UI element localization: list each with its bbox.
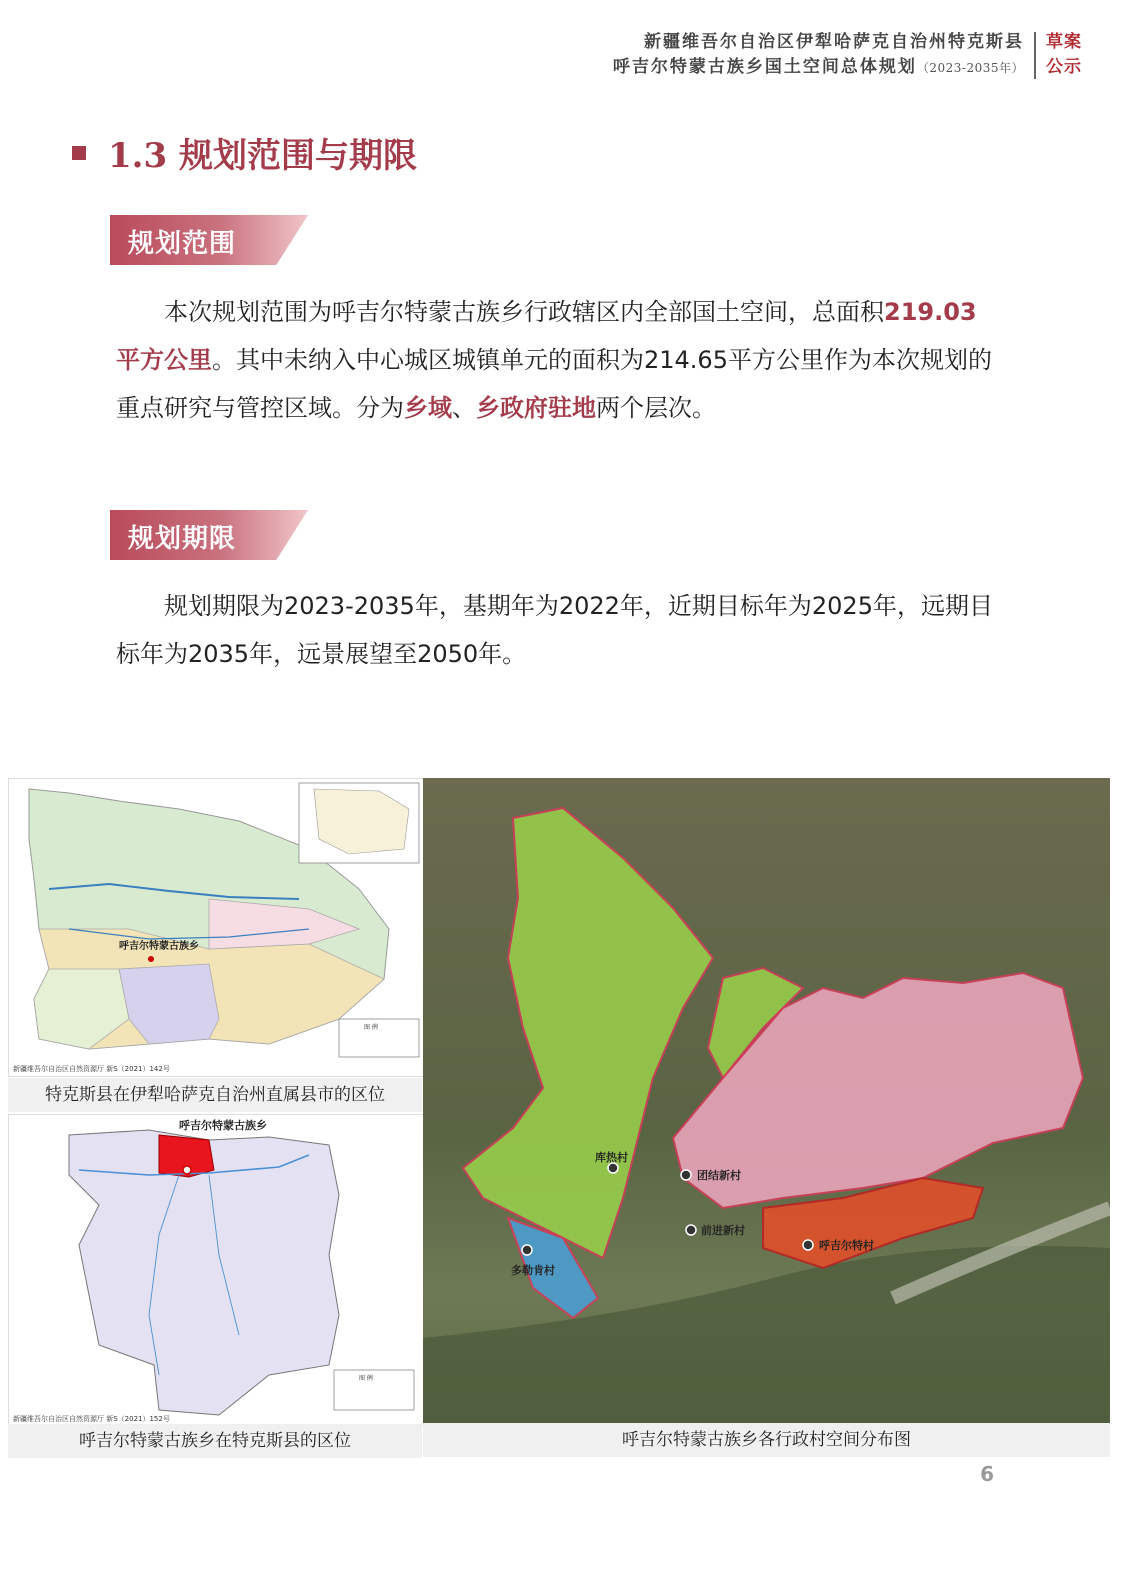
period-paragraph	[116, 582, 996, 678]
page-number: 6	[980, 1462, 994, 1486]
county-map-note: 新疆维吾尔自治区自然资源厅 新S（2021）142号	[13, 1065, 170, 1073]
scope-area: 219.03平方公里	[116, 298, 977, 374]
header-line2: 呼吉尔特蒙古族乡国土空间总体规划	[612, 57, 917, 77]
scope-text-1: 本次规划范围为呼吉尔特蒙古族乡行政辖区内全部国土空间，总面积	[164, 298, 884, 326]
period-tag	[110, 510, 308, 560]
page-header	[613, 30, 1082, 81]
village-label-qianjin: 前进新村	[701, 1224, 745, 1237]
village-map-graphic	[423, 778, 1110, 1423]
header-line1: 新疆维吾尔自治区伊犁哈萨克自治州特克斯县	[644, 32, 1024, 52]
badge-top: 草案	[1046, 32, 1082, 52]
header-period: （2023-2035年）	[916, 61, 1024, 75]
county-map-graphic	[9, 779, 423, 1076]
village-label-kure: 库热村	[595, 1151, 628, 1164]
village-label-duoleken: 多勒肯村	[511, 1264, 555, 1277]
village-distribution-map	[423, 778, 1110, 1423]
map-township-location	[8, 1114, 424, 1426]
scope-sep: 、	[452, 394, 476, 422]
village-point-kure	[608, 1163, 618, 1173]
left-map-panel	[8, 778, 422, 1456]
section-title	[72, 128, 417, 177]
draft-badge	[1046, 30, 1082, 81]
map-county-location	[8, 778, 424, 1077]
village-map-caption: 呼吉尔特蒙古族乡各行政村空间分布图	[423, 1423, 1110, 1457]
village-point-hujierte	[803, 1240, 813, 1250]
badge-bottom: 公示	[1046, 57, 1082, 77]
township-map-graphic	[9, 1115, 423, 1425]
scope-tag-label: 规划范围	[128, 229, 237, 259]
village-label-hujierte: 呼吉尔特村	[819, 1239, 874, 1252]
village-point-tuanjie	[681, 1170, 691, 1180]
scope-paragraph	[116, 288, 996, 432]
village-label-tuanjie: 团结新村	[697, 1169, 741, 1182]
section-title-text: 1.3 规划范围与期限	[108, 136, 417, 176]
township-map-note: 新疆维吾尔自治区自然资源厅 新S（2021）152号	[13, 1415, 170, 1423]
period-text: 规划期限为2023-2035年，基期年为2022年，近期目标年为2025年，远期目标年为2035年，远景展望至2050年。	[116, 592, 993, 668]
header-title	[613, 30, 1024, 81]
header-divider	[1034, 32, 1036, 79]
county-map-label: 呼吉尔特蒙古族乡	[119, 941, 199, 952]
scope-text-2: 。其中未纳入中心城区城镇单元的面积为214.65平方公里作为本次规划的重点研究与管控区域。分为	[116, 346, 992, 422]
scope-level-2: 乡政府驻地	[476, 394, 596, 422]
square-bullet-icon	[72, 146, 86, 160]
township-map-legend-title: 图 例	[359, 1375, 373, 1382]
village-point-qianjin	[686, 1225, 696, 1235]
county-map-caption: 特克斯县在伊犁哈萨克自治州直属县市的区位	[8, 1078, 422, 1112]
township-map-caption: 呼吉尔特蒙古族乡在特克斯县的区位	[8, 1424, 422, 1458]
village-point-duoleken	[522, 1245, 532, 1255]
period-tag-label: 规划期限	[128, 524, 237, 554]
scope-level-1: 乡域	[404, 394, 452, 422]
scope-text-3: 两个层次。	[596, 394, 716, 422]
township-map-label: 呼吉尔特蒙古族乡	[179, 1119, 267, 1132]
scope-tag	[110, 215, 308, 265]
county-map-legend-title: 图 例	[364, 1024, 378, 1031]
